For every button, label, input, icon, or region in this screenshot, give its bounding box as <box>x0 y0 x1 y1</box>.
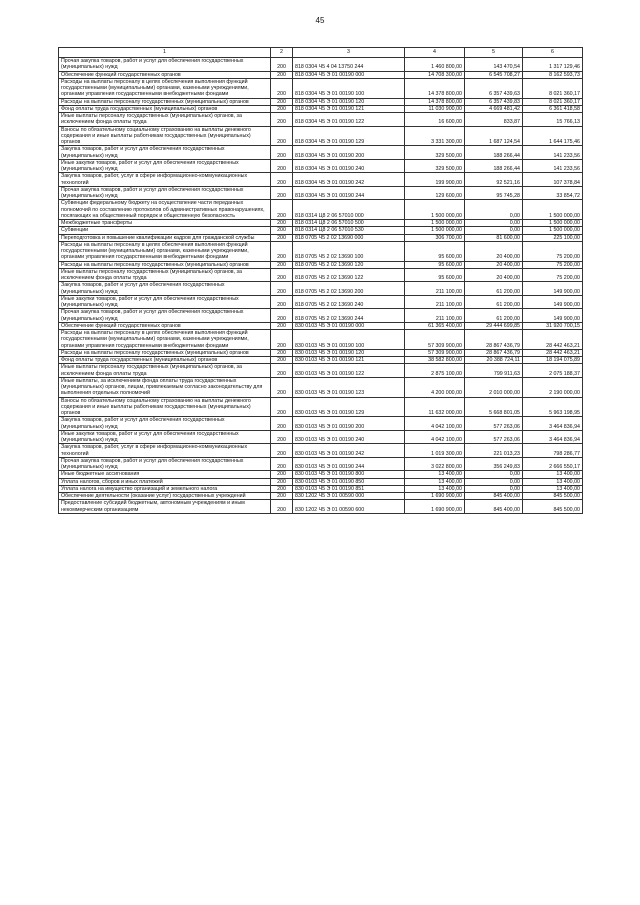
row-name: Расходы на выплаты персоналу государственных (муниципальных) органов <box>59 261 271 268</box>
row-col5: 577 263,06 <box>465 417 523 431</box>
row-col4: 11 632 000,00 <box>405 397 465 417</box>
row-col6: 2 666 550,17 <box>523 457 583 471</box>
row-col4: 14 378 800,00 <box>405 98 465 105</box>
table-row <box>59 364 583 378</box>
row-col5: 28 867 436,79 <box>465 330 523 350</box>
row-col6: 8 021 360,17 <box>523 78 583 98</box>
row-code: 200 <box>271 241 293 261</box>
row-name: Закупка товаров, работ и услуг для обеспечения государственных (муниципальных) нужд <box>59 417 271 431</box>
row-classification: 818 0705 Ч5 2 02 13690 000 <box>293 234 405 241</box>
row-classification: 818 0304 Ч5 Э 01 00190 100 <box>293 78 405 98</box>
header-col-6: 6 <box>523 48 583 58</box>
row-col4: 16 600,00 <box>405 113 465 127</box>
table-row <box>59 430 583 444</box>
row-col6: 798 286,77 <box>523 444 583 458</box>
row-col6: 13 400,00 <box>523 485 583 492</box>
row-name: Обеспечение функций государственных органов <box>59 322 271 329</box>
row-col5: 356 249,83 <box>465 457 523 471</box>
row-code: 200 <box>271 444 293 458</box>
row-col6: 2 190 000,00 <box>523 377 583 397</box>
row-code: 200 <box>271 105 293 112</box>
row-name: Прочая закупка товаров, работ и услуг для обеспечения государственных (муниципальных) нужд <box>59 457 271 471</box>
row-col5: 188 266,44 <box>465 159 523 173</box>
table-row <box>59 241 583 261</box>
table-row <box>59 78 583 98</box>
row-col6: 1 500 000,00 <box>523 220 583 227</box>
row-col6: 2 075 188,37 <box>523 364 583 378</box>
row-col6: 75 200,00 <box>523 261 583 268</box>
row-col5: 0,00 <box>465 200 523 220</box>
row-code: 200 <box>271 282 293 296</box>
row-name: Закупка товаров, работ, услуг в сфере информационно-коммуникационных технологий <box>59 444 271 458</box>
row-col4: 95 600,00 <box>405 261 465 268</box>
row-classification: 830 1202 Ч5 Э 01 00590 600 <box>293 500 405 514</box>
table-row <box>59 159 583 173</box>
row-col6: 33 854,72 <box>523 186 583 200</box>
row-col6: 1 317 129,46 <box>523 58 583 72</box>
table-row <box>59 220 583 227</box>
header-col-5: 5 <box>465 48 523 58</box>
row-name: Предоставление субсидий бюджетным, автономным учреждениям и иным некоммерческим организациям <box>59 500 271 514</box>
row-classification: 818 0705 Ч5 2 02 13690 200 <box>293 282 405 296</box>
table-row <box>59 58 583 72</box>
row-col5: 577 263,06 <box>465 430 523 444</box>
row-col5: 81 600,00 <box>465 234 523 241</box>
row-classification: 818 0314 Ц8 2 06 57010 000 <box>293 200 405 220</box>
row-name: Иные закупки товаров, работ и услуг для обеспечения государственных (муниципальных) нужд <box>59 430 271 444</box>
row-col4: 329 500,00 <box>405 159 465 173</box>
row-col5: 28 867 436,79 <box>465 349 523 356</box>
row-classification: 818 0304 Ч5 Э 01 00190 121 <box>293 105 405 112</box>
row-name: Иные закупки товаров, работ и услуг для обеспечения государственных (муниципальных) нужд <box>59 159 271 173</box>
table-row <box>59 98 583 105</box>
row-classification: 830 0103 Ч5 Э 01 00190 100 <box>293 330 405 350</box>
row-code: 200 <box>271 146 293 160</box>
row-name: Иные выплаты персоналу государственных (муниципальных) органов, за исключением фонда оплаты труда <box>59 113 271 127</box>
row-col5: 61 200,00 <box>465 309 523 323</box>
row-classification: 830 0103 Ч5 Э 01 00190 121 <box>293 357 405 364</box>
row-col5: 20 400,00 <box>465 241 523 261</box>
row-classification: 818 0304 Ч5 Э 01 00190 242 <box>293 173 405 187</box>
row-col4: 13 400,00 <box>405 478 465 485</box>
row-name: Иные выплаты, за исключением фонда оплаты труда государственных (муниципальных) органов, лицам, привлекаемым согласно законодательству для выполнения отдельных полномочий <box>59 377 271 397</box>
row-col6: 141 233,56 <box>523 146 583 160</box>
row-col4: 1 690 900,00 <box>405 500 465 514</box>
row-col5: 61 200,00 <box>465 295 523 309</box>
row-col6: 141 233,56 <box>523 159 583 173</box>
row-code: 200 <box>271 58 293 72</box>
table-row <box>59 268 583 282</box>
table-row <box>59 234 583 241</box>
row-col4: 13 400,00 <box>405 471 465 478</box>
row-col6: 845 500,00 <box>523 493 583 500</box>
row-col4: 95 600,00 <box>405 268 465 282</box>
row-name: Взносы по обязательному социальному страхованию на выплаты денежного содержания и иные выплаты работникам государственных (муниципальных) органов <box>59 126 271 146</box>
table-row <box>59 349 583 356</box>
table-row <box>59 500 583 514</box>
row-col6: 149 900,00 <box>523 295 583 309</box>
row-code: 200 <box>271 349 293 356</box>
row-code: 200 <box>271 430 293 444</box>
row-name: Субвенции федеральному бюджету на осуществление части переданных полномочий по составлению протоколов об административных правонарушениях, посягающих на общественный порядок и общественную безопасность <box>59 200 271 220</box>
table-row <box>59 457 583 471</box>
row-code: 200 <box>271 478 293 485</box>
table-row <box>59 397 583 417</box>
table-row <box>59 113 583 127</box>
row-code: 200 <box>271 500 293 514</box>
row-name: Расходы на выплаты персоналу в целях обеспечения выполнения функций государственными (муниципальными) органами, казенными учреждениями, органами управления государственными внебюджетными фондами <box>59 78 271 98</box>
row-col5: 0,00 <box>465 220 523 227</box>
row-name: Расходы на выплаты персоналу в целях обеспечения выполнения функций государственными (муниципальными) органами, казенными учреждениями, органами управления государственными внебюджетными фондами <box>59 241 271 261</box>
table-body <box>59 58 583 514</box>
row-col5: 20 400,00 <box>465 261 523 268</box>
row-code: 200 <box>271 457 293 471</box>
row-classification: 818 0304 Ч5 Э 01 00190 120 <box>293 98 405 105</box>
row-col4: 4 200 000,00 <box>405 377 465 397</box>
row-col5: 6 357 439,63 <box>465 78 523 98</box>
table-row <box>59 493 583 500</box>
row-code: 200 <box>271 159 293 173</box>
row-col4: 2 875 100,00 <box>405 364 465 378</box>
row-col5: 4 669 481,42 <box>465 105 523 112</box>
row-col6: 3 464 836,94 <box>523 417 583 431</box>
row-name: Расходы на выплаты персоналу в целях обеспечения выполнения функций государственными (муниципальными) органами, казенными учреждениями, органами управления государственными внебюджетными фондами <box>59 330 271 350</box>
row-classification: 830 0103 Ч5 Э 01 00190 240 <box>293 430 405 444</box>
table-header <box>59 48 583 58</box>
header-col-3: 3 <box>293 48 405 58</box>
row-classification: 830 0103 Ч5 Э 01 00190 242 <box>293 444 405 458</box>
row-col5: 92 521,16 <box>465 173 523 187</box>
row-name: Иные выплаты персоналу государственных (муниципальных) органов, за исключением фонда оплаты труда <box>59 364 271 378</box>
row-col4: 3 022 800,00 <box>405 457 465 471</box>
row-name: Обеспечение функций государственных органов <box>59 71 271 78</box>
row-col4: 306 700,00 <box>405 234 465 241</box>
row-classification: 818 0304 Ч5 Э 01 00190 122 <box>293 113 405 127</box>
row-col4: 329 500,00 <box>405 146 465 160</box>
row-col5: 188 266,44 <box>465 146 523 160</box>
row-classification: 830 0103 Ч5 Э 01 00190 122 <box>293 364 405 378</box>
header-col-1: 1 <box>59 48 271 58</box>
row-code: 200 <box>271 78 293 98</box>
row-col6: 8 021 360,17 <box>523 98 583 105</box>
row-col6: 845 500,00 <box>523 500 583 514</box>
row-col4: 13 400,00 <box>405 485 465 492</box>
row-col4: 199 900,00 <box>405 173 465 187</box>
row-col6: 149 900,00 <box>523 282 583 296</box>
row-col6: 1 500 000,00 <box>523 227 583 234</box>
row-col6: 149 900,00 <box>523 309 583 323</box>
row-col5: 0,00 <box>465 227 523 234</box>
row-code: 200 <box>271 234 293 241</box>
row-code: 200 <box>271 357 293 364</box>
row-col4: 61 365 400,00 <box>405 322 465 329</box>
table-row <box>59 471 583 478</box>
row-col6: 28 442 463,21 <box>523 330 583 350</box>
row-code: 200 <box>271 330 293 350</box>
row-classification: 818 0705 Ч5 2 02 13690 100 <box>293 241 405 261</box>
row-col4: 1 690 900,00 <box>405 493 465 500</box>
row-col5: 845 400,00 <box>465 500 523 514</box>
table-row <box>59 227 583 234</box>
row-code: 200 <box>271 417 293 431</box>
row-col5: 833,87 <box>465 113 523 127</box>
row-classification: 818 0705 Ч5 2 02 13690 120 <box>293 261 405 268</box>
row-name: Взносы по обязательному социальному страхованию на выплаты денежного содержания и иные выплаты работникам государственных (муниципальных) органов <box>59 397 271 417</box>
row-col5: 95 745,28 <box>465 186 523 200</box>
row-name: Фонд оплаты труда государственных (муниципальных) органов <box>59 105 271 112</box>
row-classification: 830 0103 Ч5 Э 01 00190 850 <box>293 478 405 485</box>
row-classification: 818 0304 Ч5 Э 01 00190 000 <box>293 71 405 78</box>
row-code: 200 <box>271 268 293 282</box>
row-classification: 818 0304 Ч5 Э 01 00190 244 <box>293 186 405 200</box>
row-col4: 1 500 000,00 <box>405 200 465 220</box>
row-classification: 830 0103 Ч5 Э 01 00190 120 <box>293 349 405 356</box>
row-classification: 830 0103 Ч5 Э 01 00190 244 <box>293 457 405 471</box>
budget-execution-table <box>58 47 583 514</box>
row-col4: 1 460 800,00 <box>405 58 465 72</box>
row-classification: 830 1202 Ч5 Э 01 00590 000 <box>293 493 405 500</box>
row-col4: 4 042 100,00 <box>405 417 465 431</box>
row-col6: 75 200,00 <box>523 241 583 261</box>
row-classification: 818 0705 Ч5 2 02 13690 122 <box>293 268 405 282</box>
row-classification: 830 0103 Ч5 Э 01 00190 000 <box>293 322 405 329</box>
row-name: Уплата налогов, сборов и иных платежей <box>59 478 271 485</box>
table-row <box>59 444 583 458</box>
row-col4: 211 100,00 <box>405 295 465 309</box>
row-code: 200 <box>271 186 293 200</box>
row-code: 200 <box>271 295 293 309</box>
row-name: Уплата налога на имущество организаций и земельного налога <box>59 485 271 492</box>
row-name: Иные выплаты персоналу государственных (муниципальных) органов, за исключением фонда оплаты труда <box>59 268 271 282</box>
row-code: 200 <box>271 493 293 500</box>
row-col4: 95 600,00 <box>405 241 465 261</box>
row-name: Межбюджетные трансферты <box>59 220 271 227</box>
row-col6: 18 194 075,89 <box>523 357 583 364</box>
row-col6: 8 162 593,73 <box>523 71 583 78</box>
row-name: Прочая закупка товаров, работ и услуг для обеспечения государственных (муниципальных) нужд <box>59 58 271 72</box>
row-code: 200 <box>271 200 293 220</box>
row-classification: 830 0103 Ч5 Э 01 00190 851 <box>293 485 405 492</box>
row-code: 200 <box>271 261 293 268</box>
row-code: 200 <box>271 322 293 329</box>
row-col5: 0,00 <box>465 478 523 485</box>
row-code: 200 <box>271 471 293 478</box>
row-name: Обеспечение деятельности (оказание услуг) государственных учреждений <box>59 493 271 500</box>
row-name: Расходы на выплаты персоналу государственных (муниципальных) органов <box>59 349 271 356</box>
row-col5: 143 470,54 <box>465 58 523 72</box>
table-row <box>59 186 583 200</box>
row-col6: 3 464 836,94 <box>523 430 583 444</box>
row-classification: 818 0304 Ч5 Э 01 00190 200 <box>293 146 405 160</box>
row-col4: 11 030 900,00 <box>405 105 465 112</box>
table-row <box>59 330 583 350</box>
row-col4: 211 100,00 <box>405 282 465 296</box>
table-row <box>59 295 583 309</box>
row-classification: 830 0103 Ч5 Э 01 00190 129 <box>293 397 405 417</box>
table-row <box>59 146 583 160</box>
table-row <box>59 282 583 296</box>
row-code: 200 <box>271 397 293 417</box>
row-col4: 57 309 900,00 <box>405 330 465 350</box>
row-code: 200 <box>271 98 293 105</box>
table-row <box>59 377 583 397</box>
table-row <box>59 173 583 187</box>
row-col6: 6 361 418,58 <box>523 105 583 112</box>
row-col6: 75 200,00 <box>523 268 583 282</box>
row-col5: 0,00 <box>465 471 523 478</box>
table-row <box>59 322 583 329</box>
header-col-4: 4 <box>405 48 465 58</box>
row-col5: 2 010 000,00 <box>465 377 523 397</box>
row-name: Закупка товаров, работ, услуг в сфере информационно-коммуникационных технологий <box>59 173 271 187</box>
row-col6: 225 100,00 <box>523 234 583 241</box>
row-col4: 38 582 800,00 <box>405 357 465 364</box>
table-row <box>59 485 583 492</box>
row-code: 200 <box>271 227 293 234</box>
row-name: Субвенции <box>59 227 271 234</box>
row-code: 200 <box>271 126 293 146</box>
row-name: Прочая закупка товаров, работ и услуг для обеспечения государственных (муниципальных) нужд <box>59 309 271 323</box>
header-col-2: 2 <box>271 48 293 58</box>
row-col5: 221 013,23 <box>465 444 523 458</box>
row-classification: 818 0314 Ц8 2 06 57010 530 <box>293 227 405 234</box>
row-classification: 830 0103 Ч5 Э 01 00190 800 <box>293 471 405 478</box>
row-col6: 28 442 463,21 <box>523 349 583 356</box>
row-code: 200 <box>271 71 293 78</box>
page-number: 45 <box>315 16 325 25</box>
row-col5: 6 357 439,83 <box>465 98 523 105</box>
table-row <box>59 71 583 78</box>
row-code: 200 <box>271 485 293 492</box>
row-classification: 830 0103 Ч5 Э 01 00190 200 <box>293 417 405 431</box>
row-col5: 799 911,63 <box>465 364 523 378</box>
table-row <box>59 200 583 220</box>
row-code: 200 <box>271 113 293 127</box>
row-name: Иные закупки товаров, работ и услуг для обеспечения государственных (муниципальных) нужд <box>59 295 271 309</box>
table-row <box>59 357 583 364</box>
row-classification: 818 0314 Ц8 2 06 57010 500 <box>293 220 405 227</box>
row-code: 200 <box>271 364 293 378</box>
row-name: Расходы на выплаты персоналу государственных (муниципальных) органов <box>59 98 271 105</box>
row-col5: 20 388 724,11 <box>465 357 523 364</box>
row-col4: 57 309 900,00 <box>405 349 465 356</box>
row-col4: 3 331 300,00 <box>405 126 465 146</box>
row-col4: 1 500 000,00 <box>405 227 465 234</box>
row-col4: 211 100,00 <box>405 309 465 323</box>
row-col4: 129 600,00 <box>405 186 465 200</box>
row-col5: 61 200,00 <box>465 282 523 296</box>
row-classification: 830 0103 Ч5 Э 01 00190 123 <box>293 377 405 397</box>
row-col5: 0,00 <box>465 485 523 492</box>
row-col4: 1 500 000,00 <box>405 220 465 227</box>
row-code: 200 <box>271 309 293 323</box>
row-col6: 107 378,84 <box>523 173 583 187</box>
table-row <box>59 105 583 112</box>
row-col6: 31 920 700,15 <box>523 322 583 329</box>
row-col4: 1 019 300,00 <box>405 444 465 458</box>
table-row <box>59 126 583 146</box>
row-classification: 818 0304 Ч5 Э 01 00190 129 <box>293 126 405 146</box>
table-row <box>59 261 583 268</box>
row-col6: 5 963 198,95 <box>523 397 583 417</box>
row-col5: 20 400,00 <box>465 268 523 282</box>
table-row <box>59 478 583 485</box>
row-col6: 1 644 175,46 <box>523 126 583 146</box>
row-col6: 15 766,13 <box>523 113 583 127</box>
table-row <box>59 417 583 431</box>
row-col6: 1 500 000,00 <box>523 200 583 220</box>
row-classification: 818 0304 Ч5 4 04 13750 244 <box>293 58 405 72</box>
row-name: Прочая закупка товаров, работ и услуг для обеспечения государственных (муниципальных) нужд <box>59 186 271 200</box>
row-name: Закупка товаров, работ и услуг для обеспечения государственных (муниципальных) нужд <box>59 146 271 160</box>
row-classification: 818 0705 Ч5 2 02 13690 240 <box>293 295 405 309</box>
row-code: 200 <box>271 173 293 187</box>
row-code: 200 <box>271 377 293 397</box>
row-name: Переподготовка и повышение квалификации кадров для гражданской службы <box>59 234 271 241</box>
row-col4: 4 042 100,00 <box>405 430 465 444</box>
table-row <box>59 309 583 323</box>
header-row <box>59 48 583 58</box>
row-col6: 13 400,00 <box>523 471 583 478</box>
row-col5: 1 687 124,54 <box>465 126 523 146</box>
row-name: Фонд оплаты труда государственных (муниципальных) органов <box>59 357 271 364</box>
row-classification: 818 0304 Ч5 Э 01 00190 240 <box>293 159 405 173</box>
row-col5: 6 545 708,27 <box>465 71 523 78</box>
row-name: Закупка товаров, работ и услуг для обеспечения государственных (муниципальных) нужд <box>59 282 271 296</box>
row-col4: 14 708 300,00 <box>405 71 465 78</box>
row-col4: 14 378 800,00 <box>405 78 465 98</box>
row-col5: 29 444 699,85 <box>465 322 523 329</box>
row-col6: 13 400,00 <box>523 478 583 485</box>
row-classification: 818 0705 Ч5 2 02 13690 244 <box>293 309 405 323</box>
row-col5: 845 400,00 <box>465 493 523 500</box>
row-col5: 5 668 801,05 <box>465 397 523 417</box>
row-code: 200 <box>271 220 293 227</box>
row-name: Иные бюджетные ассигнования <box>59 471 271 478</box>
